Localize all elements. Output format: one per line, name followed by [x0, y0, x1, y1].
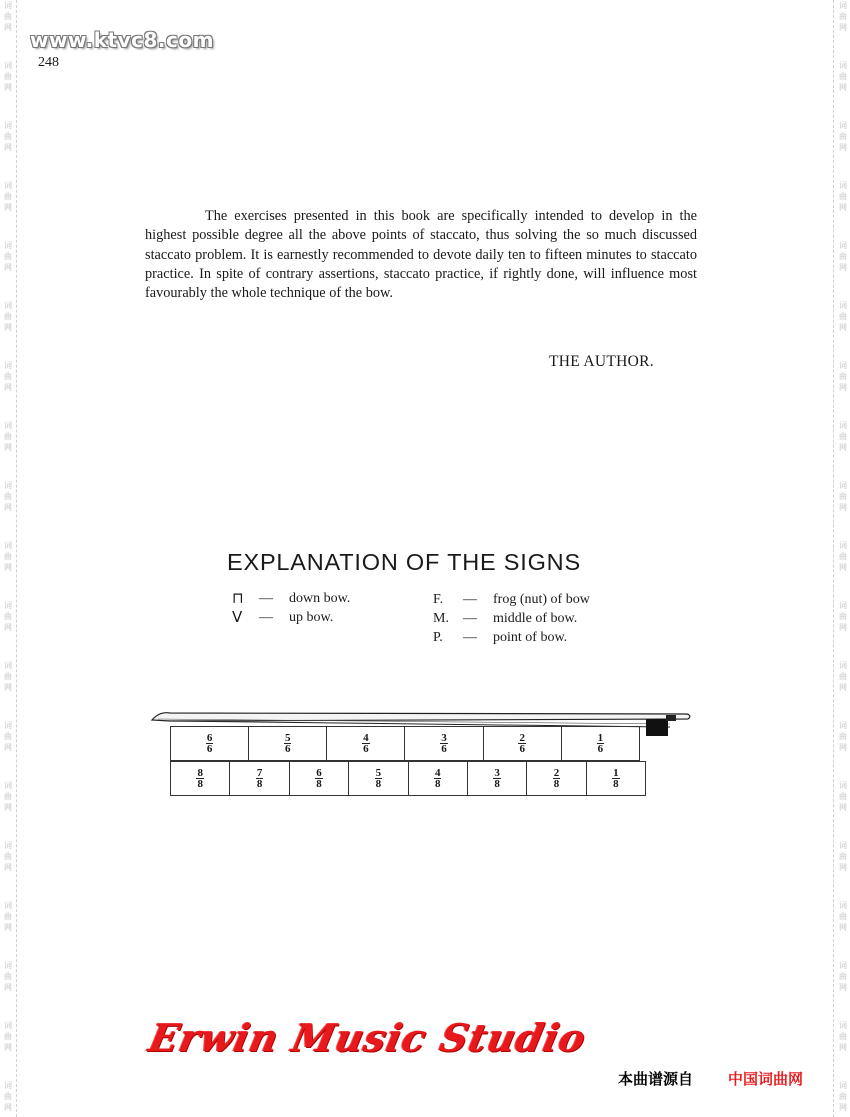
legend-dash: —: [463, 630, 477, 645]
fraction-numerator: 6: [206, 732, 213, 744]
legend-meaning: down bow.: [289, 591, 351, 606]
margin-watermark-mark: 词 曲 网: [839, 181, 847, 212]
bow-direction-legend: [232, 589, 350, 627]
legend-abbr: M.: [433, 611, 449, 626]
margin-watermark-mark: 词 曲 网: [4, 601, 12, 632]
footer-site-name[interactable]: 中国词曲网: [728, 1070, 804, 1088]
margin-watermark-mark: 词 曲 网: [4, 1021, 12, 1052]
eighth-cell: [408, 762, 467, 796]
fraction-denominator: 8: [494, 778, 500, 790]
fraction-denominator: 8: [553, 778, 560, 790]
margin-watermark-mark: 词 曲 网: [839, 661, 847, 692]
legend-meaning: frog (nut) of bow: [493, 592, 590, 607]
legend-row-point: [433, 628, 590, 647]
sixths-row: [171, 727, 640, 761]
fraction: [375, 768, 383, 789]
eighth-cell: [289, 762, 348, 796]
fraction-numerator: 3: [494, 767, 500, 779]
sixth-cell: [249, 727, 327, 761]
margin-watermark-mark: 词 曲 网: [4, 661, 12, 692]
legend-meaning: middle of bow.: [493, 611, 578, 626]
margin-watermark-mark: 词 曲 网: [4, 1081, 12, 1112]
fraction-numerator: 4: [363, 732, 369, 744]
legend-row-frog: [433, 590, 590, 609]
right-margin-strip: [833, 0, 850, 1117]
sixth-cell: [327, 727, 405, 761]
margin-watermark-mark: 词 曲 网: [839, 541, 847, 572]
fraction: [612, 768, 620, 789]
footer-source-label: 本曲谱源自: [618, 1070, 694, 1088]
legend-dash: —: [259, 591, 273, 606]
fraction-numerator: 3: [441, 732, 447, 744]
fraction: [440, 733, 448, 754]
sixth-cell: [483, 727, 561, 761]
fraction: [206, 733, 214, 754]
margin-watermark-mark: 词 曲 网: [839, 1021, 847, 1052]
fraction: [196, 768, 204, 789]
legend-abbr: F.: [433, 592, 444, 607]
site-watermark: www.ktvc8.com: [30, 28, 214, 52]
fraction-denominator: 6: [519, 743, 525, 755]
margin-watermark-mark: 词 曲 网: [839, 901, 847, 932]
fraction-numerator: 1: [597, 732, 604, 744]
margin-watermark-mark: 词 曲 网: [4, 961, 12, 992]
legend-row-middle: [433, 609, 590, 628]
fraction-denominator: 8: [613, 778, 619, 790]
left-margin-strip: [0, 0, 17, 1117]
fraction-numerator: 8: [197, 767, 203, 779]
legend-dash: —: [463, 592, 477, 607]
fraction: [518, 733, 526, 754]
margin-watermark-mark: 词 曲 网: [4, 481, 12, 512]
eighth-cell: [527, 762, 586, 796]
legend-dash: —: [259, 610, 273, 625]
eighth-cell: [349, 762, 408, 796]
fraction-numerator: 2: [519, 732, 525, 744]
studio-signature: Erwin Music Studio: [145, 1015, 591, 1060]
fraction-numerator: 5: [284, 732, 291, 744]
margin-watermark-mark: 词 曲 网: [4, 841, 12, 872]
fraction-numerator: 6: [316, 767, 322, 779]
fraction: [434, 768, 442, 789]
margin-watermark-mark: 词 曲 网: [4, 721, 12, 752]
margin-watermark-mark: 词 曲 网: [839, 841, 847, 872]
fraction: [493, 768, 501, 789]
margin-watermark-mark: 词 曲 网: [839, 601, 847, 632]
intro-paragraph: The exercises presented in this book are specifically intended to develop in the highest possible degree all the above points of staccato, thus solving the so much discussed staccato problem. It is earnestly recommended to devote daily ten to fifteen minutes to staccato practice. In spite of contrary assertions, staccato practice, if rightly done, will influence most favourably the whole technique of the bow.: [145, 208, 697, 302]
margin-watermark-mark: 词 曲 网: [4, 241, 12, 272]
margin-watermark-mark: 词 曲 网: [4, 781, 12, 812]
eighth-cell: [230, 762, 289, 796]
explanation-title: EXPLANATION OF THE SIGNS: [227, 549, 581, 575]
margin-watermark-mark: 词 曲 网: [839, 421, 847, 452]
margin-watermark-mark: 词 曲 网: [839, 241, 847, 272]
sixth-cell: [561, 727, 639, 761]
margin-watermark-mark: 词 曲 网: [4, 181, 12, 212]
sixth-cell: [171, 727, 249, 761]
margin-watermark-mark: 词 曲 网: [839, 361, 847, 392]
bow-division-diagram: [150, 707, 695, 802]
fraction-numerator: 7: [256, 767, 263, 779]
eighths-row: [171, 762, 646, 796]
fraction-numerator: 2: [553, 767, 560, 779]
margin-watermark-mark: 词 曲 网: [839, 121, 847, 152]
margin-watermark-mark: 词 曲 网: [4, 1, 12, 32]
margin-watermark-mark: 词 曲 网: [4, 61, 12, 92]
fraction-denominator: 8: [256, 778, 263, 790]
fraction-denominator: 6: [206, 743, 213, 755]
margin-watermark-mark: 词 曲 网: [839, 1081, 847, 1112]
fraction-denominator: 8: [197, 778, 203, 790]
up-bow-icon: V: [232, 608, 243, 626]
sixths-row-table: [170, 726, 640, 761]
legend-meaning: point of bow.: [493, 630, 568, 645]
down-bow-icon: ⊓: [232, 589, 244, 607]
fraction: [256, 768, 264, 789]
fraction-numerator: 5: [375, 767, 382, 779]
fraction: [597, 733, 605, 754]
margin-watermark-mark: 词 曲 网: [839, 61, 847, 92]
legend-abbr: P.: [433, 630, 443, 645]
eighths-row-table: [170, 761, 646, 796]
fraction: [362, 733, 370, 754]
margin-watermark-mark: 词 曲 网: [4, 421, 12, 452]
fraction-denominator: 6: [284, 743, 291, 755]
margin-watermark-mark: 词 曲 网: [839, 1, 847, 32]
margin-watermark-mark: 词 曲 网: [839, 721, 847, 752]
fraction: [315, 768, 323, 789]
margin-watermark-mark: 词 曲 网: [4, 541, 12, 572]
fraction-numerator: 4: [434, 767, 441, 779]
author-signature-line: THE AUTHOR.: [549, 353, 654, 370]
fraction: [553, 768, 561, 789]
fraction-denominator: 6: [441, 743, 447, 755]
margin-watermark-mark: 词 曲 网: [839, 961, 847, 992]
margin-watermark-mark: 词 曲 网: [4, 361, 12, 392]
fraction-numerator: 1: [613, 767, 619, 779]
sixth-cell: [405, 727, 483, 761]
margin-watermark-mark: 词 曲 网: [4, 121, 12, 152]
margin-watermark-mark: 词 曲 网: [4, 301, 12, 332]
fraction-denominator: 8: [434, 778, 441, 790]
eighth-cell: [171, 762, 230, 796]
fraction-denominator: 8: [375, 778, 382, 790]
legend-meaning: up bow.: [289, 610, 334, 625]
eighth-cell: [467, 762, 526, 796]
fraction: [284, 733, 292, 754]
fraction-denominator: 6: [363, 743, 369, 755]
legend-dash: —: [463, 611, 477, 626]
eighth-cell: [586, 762, 645, 796]
fraction-denominator: 8: [316, 778, 322, 790]
margin-watermark-mark: 词 曲 网: [839, 781, 847, 812]
margin-watermark-mark: 词 曲 网: [4, 901, 12, 932]
margin-watermark-mark: 词 曲 网: [839, 481, 847, 512]
margin-watermark-mark: 词 曲 网: [839, 301, 847, 332]
legend-row-up-bow: [232, 608, 350, 627]
fraction-denominator: 6: [597, 743, 604, 755]
legend-row-down-bow: [232, 589, 350, 608]
page-number: 248: [38, 55, 59, 70]
bow-position-legend: [433, 590, 590, 647]
